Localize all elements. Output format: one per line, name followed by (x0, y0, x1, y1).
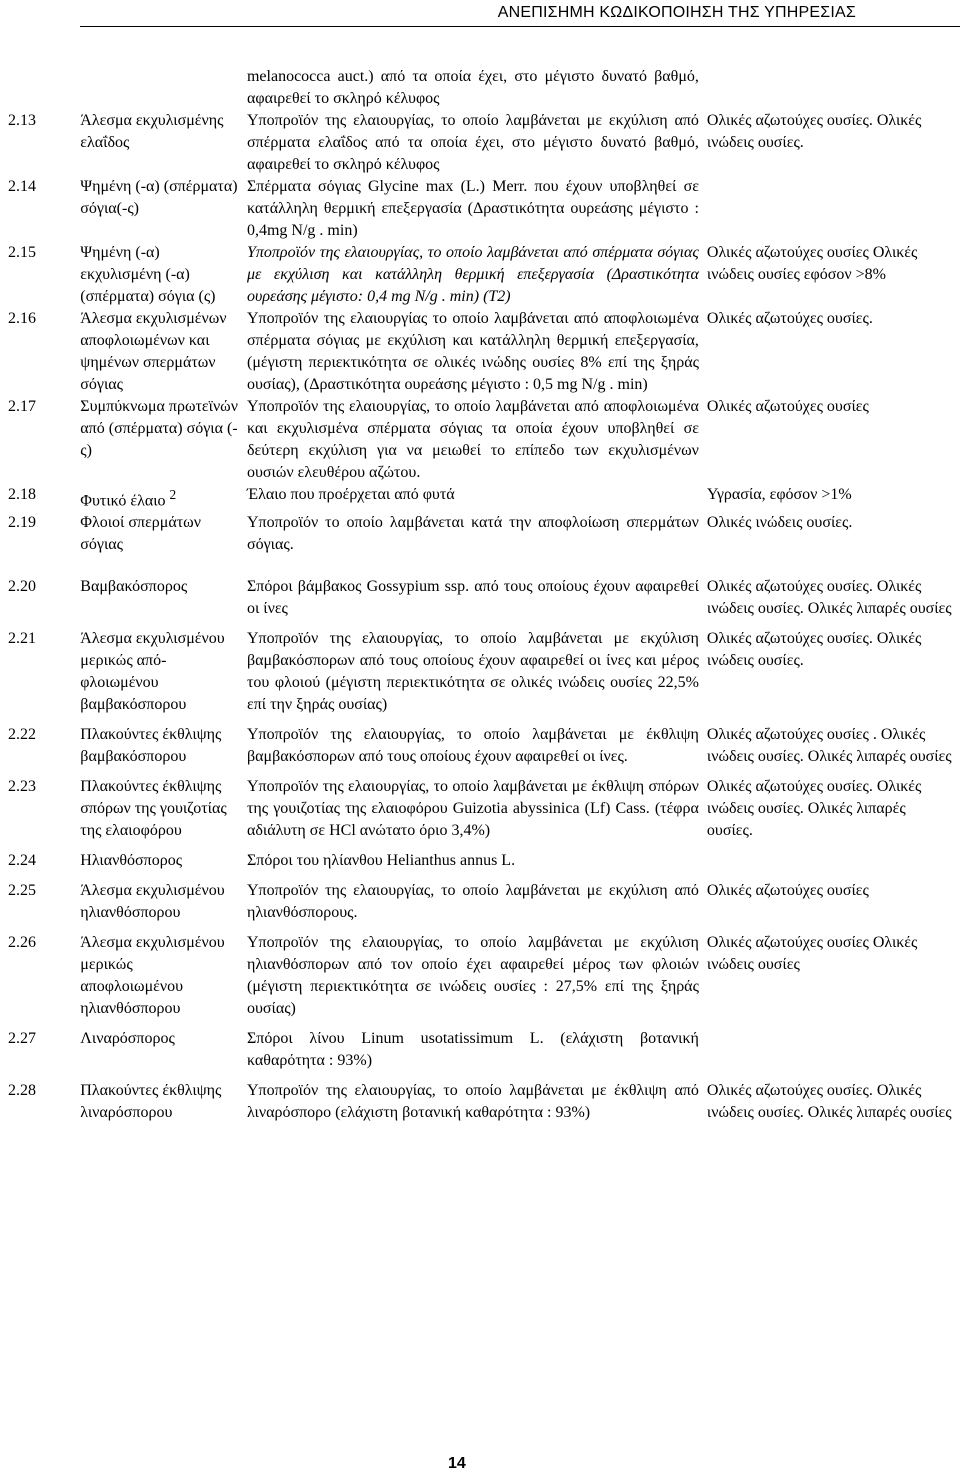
material-name: Συμπύκνωμα πρωτεϊνών από (σπέρματα) σόγια (-ς) (80, 398, 238, 459)
table-row (4, 1080, 956, 1132)
material-description: Υποπροϊόν της ελαιουργίας, το οποίο λαμβάνεται με εκχύλιση από ηλιανθόσπορους. (246, 882, 699, 922)
row-number: 2.26 (8, 934, 36, 952)
declaration: Ολικές αζωτούχες ουσίες. Ολικές ινώδεις ουσίες. Ολικές λιπαρές ουσίες (706, 1082, 952, 1122)
material-name: Άλεσμα εκχυλισμένου μερικώς αποφλοιωμένου ηλιανθόσπορου (80, 934, 225, 1018)
footnote-marker: 2 (169, 487, 177, 502)
declaration (703, 1028, 956, 1080)
row-number: 2.27 (8, 1030, 36, 1048)
row-number: 2.28 (8, 1082, 36, 1100)
table-row (4, 776, 956, 850)
material-description: Υποπροϊόν της ελαιουργίας, το οποίο λαμβάνεται με έκθλιψη από λιναρόσπορο (ελάχιστη βοτανική καθαρότητα : 93%) (246, 1082, 699, 1122)
declaration: Ολικές αζωτούχες ουσίες. Ολικές ινώδεις ουσίες. Ολικές λιπαρές ουσίες. (706, 778, 922, 840)
declaration: Ολικές αζωτούχες ουσίες. Ολικές ινώδεις ουσίες. (706, 112, 922, 151)
material-description: Υποπροϊόν της ελαιουργίας το οποίο λαμβάνεται από αποφλοιωμένα σπέρματα σόγιας με εκχύλιση και κατάλληλη θερμική επεξεργασία, (μέγιστη περιεκτικότητα σε ολικές ινώδης ουσίες 8% επί της ξηράς ουσίας), (Δραστικότητα ουρεάσης μέγιστο : 0,5 mg N/g . min) (246, 310, 699, 393)
declaration: Ολικές αζωτούχες ουσίες. Ολικές ινώδεις ουσίες. (706, 630, 922, 670)
material-name (76, 484, 243, 512)
material-description: Σπόροι του ηλίανθου Helianthus annus L. (246, 852, 516, 870)
feed-materials-table (4, 66, 956, 1132)
material-name: Πλακούντες έκθλιψης λιναρόσπορου (80, 1082, 222, 1122)
table-row (4, 110, 956, 176)
row-number: 2.21 (8, 630, 36, 648)
row-number: 2.23 (8, 778, 36, 796)
material-description: Υποπροϊόν της ελαιουργίας, το οποίο λαμβάνεται με εκχύλιση ηλιανθόσπορων από τον οποίο έχει αφαιρεθεί μέρος των φλοιών (μέγιστη περιεκτικότητα σε ινώδεις ουσίες : 27,5% επί της ξηράς ουσίας) (246, 934, 699, 1018)
material-name: Ψημένη (-α) εκχυλισμένη (-α) (σπέρματα) σόγια (ς) (80, 244, 216, 305)
document-header: ΑΝΕΠΙΣΗΜΗ ΚΩΔΙΚΟΠΟΙΗΣΗ ΤΗΣ ΥΠΗΡΕΣΙΑΣ (497, 4, 856, 21)
declaration (703, 176, 956, 242)
table-row (4, 932, 956, 1028)
row-number: 2.18 (8, 486, 36, 503)
material-name: Λιναρόσπορος (80, 1030, 175, 1048)
material-description: Υποπροϊόν της ελαιουργίας, το οποίο λαμβάνεται από σπέρματα σόγιας με εκχύλιση και κατάλληλη θερμική επεξεργασία (Δραστικότητα ουρεάσης μέγιστο: 0,4 mg N/g . min) (Τ2) (246, 244, 699, 305)
row-number: 2.13 (8, 112, 36, 129)
declaration: Ολικές αζωτούχες ουσίες (706, 882, 869, 900)
material-name-text: Φυτικό έλαιο (80, 492, 166, 510)
material-name: Πλακούντες έκθλιψης σπόρων της γουιζοτίας της ελαιοφόρου (80, 778, 227, 840)
row-number: 2.20 (8, 578, 36, 596)
continued-description: melanococca auct.) από τα οποία έχει, στο μέγιστο δυνατό βαθμό, αφαιρεθεί το σκληρό κέλυφος (246, 68, 699, 107)
material-description: Υποπροϊόν το οποίο λαμβάνεται κατά την αποφλοίωση σπερμάτων σόγιας. (246, 514, 699, 554)
material-name: Πλακούντες έκθλιψης βαμβακόσπορου (80, 726, 222, 766)
table-row (4, 628, 956, 724)
material-description: Υποπροϊόν της ελαιουργίας, το οποίο λαμβάνεται με εκχύλιση από σπέρματα ελαΐδος από τα οποία έχει, στο μέγιστο δυνατό βαθμό, αφαιρεθεί το σκληρό κέλυφος (246, 112, 699, 173)
table-row (4, 576, 956, 628)
page-number: 14 (448, 1455, 466, 1472)
declaration: Ολικές αζωτούχες ουσίες . Ολικές ινώδεις ουσίες. Ολικές λιπαρές ουσίες (706, 726, 952, 766)
header-rule (80, 26, 960, 27)
material-description: Υποπροϊόν της ελαιουργίας, το οποίο λαμβάνεται με εκχύλιση βαμβακόσπορων από τους οποίους έχουν αφαιρεθεί οι ίνες και μέρος του φλοιού (μέγιστη περιεκτικότητα σε ολικές ινώδεις ουσίες 22,5% επί την ξηράς ουσίας) (246, 630, 699, 714)
row-number: 2.16 (8, 310, 36, 327)
material-description: Σπέρματα σόγιας Glycine max (L.) Merr. που έχουν υποβληθεί σε κατάλληλη θερμική επεξεργασία (Δραστικότητα ουρεάσης μέγιστο : 0,4mg N/g . min) (246, 178, 699, 239)
material-name: Άλεσμα εκχυλισμένου ηλιανθόσπορου (80, 882, 225, 922)
material-name: Άλεσμα εκχυλισμένων αποφλοιωμένων και ψημένων σπερμάτων σόγιας (80, 310, 227, 393)
table-row (4, 242, 956, 308)
row-number: 2.22 (8, 726, 36, 744)
table-row (4, 308, 956, 396)
row-number: 2.24 (8, 852, 36, 870)
row-number: 2.19 (8, 514, 36, 532)
declaration: Ολικές αζωτούχες ουσίες Ολικές ινώδεις ουσίες (706, 934, 918, 974)
material-name: Φλοιοί σπερμάτων σόγιας (80, 514, 201, 554)
declaration: Ολικές αζωτούχες ουσίες (706, 398, 869, 415)
material-description: Έλαιο που προέρχεται από φυτά (246, 486, 455, 503)
material-name: Άλεσμα εκχυλισμένου μερικώς από-φλοιωμένου βαμβακόσπορου (80, 630, 225, 714)
table-row (4, 850, 956, 880)
declaration: Ολικές αζωτούχες ουσίες Ολικές ινώδεις ουσίες εφόσον >8% (706, 244, 918, 283)
material-description: Υποπροϊόν της ελαιουργίας, το οποίο λαμβάνεται από αποφλοιωμένα και εκχυλισμένα σπέρματα σόγιας τα οποία έχουν υποβληθεί σε δεύτερη εκχύλιση για να μειωθεί το επίπεδο των εκχυλισμένων ουσιών ελευθέρου αζώτου. (246, 398, 699, 481)
material-name: Άλεσμα εκχυλισμένης ελαΐδος (80, 112, 224, 151)
declaration: Ολικές αζωτούχες ουσίες. Ολικές ινώδεις ουσίες. Ολικές λιπαρές ουσίες (706, 578, 952, 618)
declaration: Ολικές αζωτούχες ουσίες. (706, 310, 873, 327)
row-number: 2.15 (8, 244, 36, 261)
declaration: Ολικές ινώδεις ουσίες. (706, 514, 853, 532)
material-description: Υποπροϊόν της ελαιουργίας, το οποίο λαμβάνεται με έκθλιψη σπόρων της γουιζοτίας της ελαιοφόρου Guizotia abyssinica (Lf) Cass. (τέφρα αδιάλυτη σε HCl ανώτατο όριο 3,4%) (246, 778, 699, 840)
row-number: 2.17 (8, 398, 36, 415)
declaration (703, 850, 956, 880)
material-name: Ψημένη (-α) (σπέρματα) σόγια(-ς) (80, 178, 238, 217)
row-number: 2.14 (8, 178, 36, 195)
row-number: 2.25 (8, 882, 36, 900)
material-description: Υποπροϊόν της ελαιουργίας, το οποίο λαμβάνεται με έκθλιψη βαμβακόσπορων από τους οποίους έχουν αφαιρεθεί οι ίνες. (246, 726, 699, 766)
table-row (4, 724, 956, 776)
material-description: Σπόροι λίνου Linum usotatissimum L. (ελάχιστη βοτανική καθαρότητα : 93%) (246, 1030, 699, 1070)
material-description: Σπόροι βάμβακος Gossypium ssp. από τους οποίους έχουν αφαιρεθεί οι ίνες (246, 578, 699, 618)
table-row (4, 176, 956, 242)
table-row (4, 66, 956, 110)
table-row (4, 1028, 956, 1080)
declaration: Υγρασία, εφόσον >1% (706, 486, 852, 503)
table-row (4, 396, 956, 484)
table-row (4, 512, 956, 564)
material-name: Βαμβακόσπορος (80, 578, 188, 596)
table-row (4, 880, 956, 932)
table-row (4, 484, 956, 512)
material-name: Ηλιανθόσπορος (80, 852, 183, 870)
